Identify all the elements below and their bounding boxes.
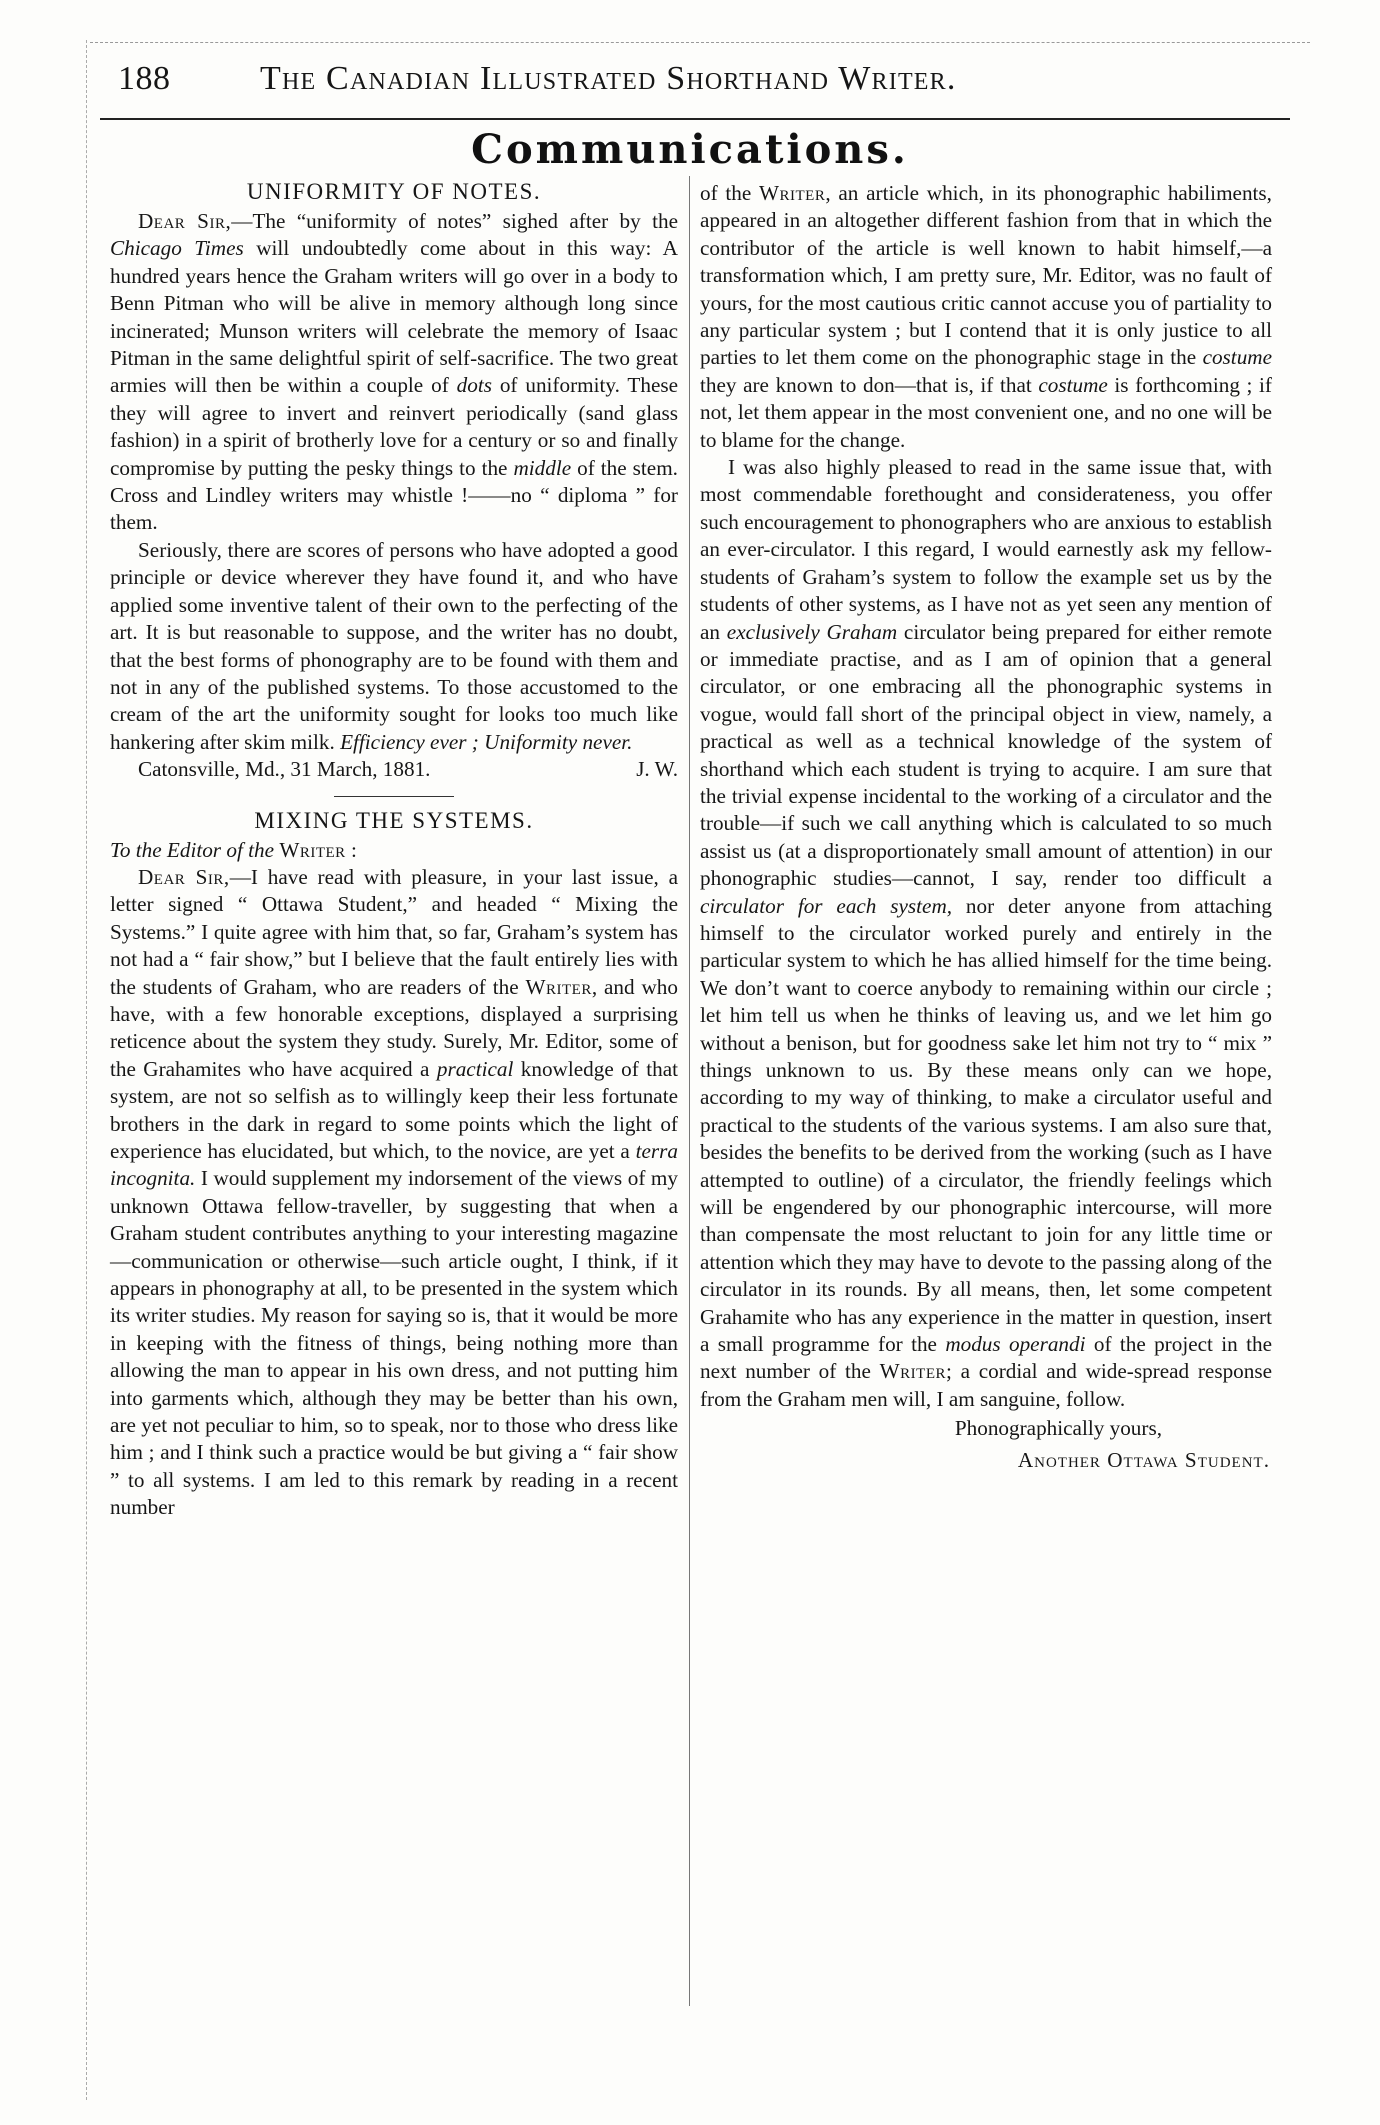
text-run: of uniformity. These they will agree to invert and reinvert periodically (sand glass fashion) in a spirit of brotherly love for a century or so and finally compromise by putting the pesky things to the <box>110 373 678 480</box>
signature: Another Ottawa Student. <box>1017 1447 1270 1472</box>
page-number: 188 <box>118 60 171 97</box>
text-run: —The “uniformity of notes” sighed after by the <box>231 209 678 233</box>
text-run: Seriously, there are scores of persons who have adopted a good principle or device wherever they have found it, and who have applied some inventive talent of their own to the perfecting of the art. It is but reasonable to suppose, and the writer has no doubt, that the best forms of phonography are to be found with them and not in any of the published systems. To those accustomed to the cream of the art the uniformity sought for looks too much like hankering after skim milk. <box>110 537 678 754</box>
italic-run: practical <box>436 1056 514 1081</box>
italic-run: Efficiency ever ; Uniformity never. <box>340 729 633 754</box>
text-run: circulator being prepared for either remote or immediate practise, and as I am of opinion that a general circulator, or one embracing all the phonographic systems in vogue, would fall short of the principal object in view, namely, a practical as well as a technical knowledge of the system of shorthand which each student is trying to acquire. I am sure that the trivial expense incidental to the working of a circulator and the trouble—if such we call anything which is calculated to so much assist us (at a disproportionately small amount of attention) in our phonographic studies—cannot, I say, render too difficult a <box>700 619 1272 891</box>
text-run: : <box>345 837 357 862</box>
italic-run: terra incognita. <box>110 1139 678 1191</box>
header-rule <box>100 118 1290 120</box>
dateline: Catonsville, Md., 31 March, 1881. <box>138 757 431 782</box>
italic-run: exclusively Graham <box>726 619 898 644</box>
section-title: Communications. <box>471 126 909 173</box>
article-paragraph <box>700 180 1272 454</box>
italic-run: costume <box>1202 345 1272 370</box>
text-run: I would supplement my indorsement of the views of my unknown Ottawa fellow-traveller, by suggesting that when a Graham student contributes anything to your interesting magazine—communication or otherwise—such article ought, I think, if it appears in phonography at all, to be presented in the system which its writer studies. My reason for saying so is, that it would be more in keeping with the fitness of things, being nothing more than allowing the man to appear in his own dress, and not putting him into garments which, although they may be better than his own, are yet not peculiar to him, so to speak, nor to those who dress like him ; and I think such a practice would be but giving a “ fair show ” to all systems. I am led to this remark by reading in a recent number <box>110 1166 678 1520</box>
small-caps-run: Writer <box>279 837 346 862</box>
running-title: The Canadian Illustrated Shorthand Writer. <box>260 60 957 97</box>
left-column <box>110 178 678 1522</box>
column-divider <box>689 176 690 2006</box>
text-run: of the project in the next number of the <box>700 1332 1272 1384</box>
small-caps-run: Writer <box>879 1359 946 1384</box>
italic-run: circulator for each system, <box>700 893 953 918</box>
text-run: knowledge of that system, are not so selfish as to willingly keep their less fortunate brothers in the dark in regard to some points which the light of experience has elucidated, but which, to the novice, are yet a <box>110 1056 678 1163</box>
italic-run: modus operandi <box>945 1332 1086 1357</box>
text-run: of the stem. Cross and Lindley writers may whistle !——no “ diploma ” for them. <box>110 455 678 535</box>
small-caps-run: Writer <box>525 974 592 999</box>
italic-run: Chicago Times <box>110 236 244 261</box>
text-run: will undoubtedly come about in this way: A hundred years hence the Graham writers will go over in a body to Benn Pitman who will be alive in memory although long since incinerated; Munson writers will celebrate the memory of Isaac Pitman in the same delightful spirit of self-sacrifice. The two great armies will then be within a couple of <box>110 236 678 398</box>
text-run: , and who have, with a few honorable exceptions, displayed a surprising reticence about the system they study. Surely, Mr. Editor, some of the Grahamites who have acquired a <box>110 974 678 1081</box>
small-caps-run: Writer <box>759 181 826 205</box>
text-run: I was also highly pleased to read in the same issue that, with most commendable forethought and considerateness, you offer such encouragement to phonographers who are anxious to establish an ever-circulator. I this regard, I would earnestly ask my fellow-students of Graham’s system to follow the example set us by the students of other systems, as I have not as yet seen any mention of an <box>700 455 1272 644</box>
scan-edge-left <box>86 40 87 2100</box>
closing-line: Phonographically yours, <box>954 1416 1162 1441</box>
italic-run: dots <box>456 373 492 398</box>
article-separator <box>334 796 454 797</box>
author-initials: J. W. <box>636 757 678 782</box>
text-run: of the <box>700 181 760 205</box>
italic-run: middle <box>513 455 572 480</box>
text-run: they are known to don—that is, if that <box>700 372 1039 397</box>
right-column <box>700 180 1272 1474</box>
article-paragraph <box>110 208 678 537</box>
text-run: nor deter anyone from attaching himself to the circulator worked purely and entirely in the particular system to which he has allied himself for the time being. We don’t want to coerce anybody to remaining within our circle ; let him tell us when he thinks of leaving us, and we let him go without a benison, but for goodness sake let him not try to “ mix ” things unknown to us. By these means only can we hope, according to my way of thinking, to make a circulator useful and practical to the students of the various systems. I am also sure that, besides the benefits to be derived from the working (such as I have attempted to outline) of a circulator, the friendly feelings which will be engendered by our phonographic intercourse, will more than compensate the most reluctant to join for any little time or attention which they may have to devote to the passing along of the circulator in its rounds. By all means, then, let some competent Grahamite who has any experience in the matter in question, insert a small programme for the <box>700 893 1272 1357</box>
italic-run: To the Editor of the <box>110 837 280 862</box>
text-run: —I have read with pleasure, in your last issue, a letter signed “ Ottawa Student,” and headed “ Mixing the Systems.” I quite agree with him that, so far, Graham’s system has not had a “ fair show,” but I believe that the fault entirely lies with the students of Graham, who are readers of the <box>110 864 678 999</box>
article-paragraph <box>700 454 1272 1413</box>
scan-edge-top <box>90 42 1310 43</box>
article-heading-uniformity: UNIFORMITY OF NOTES. <box>246 179 542 204</box>
article-paragraph <box>110 864 678 1522</box>
page-header <box>110 56 1290 108</box>
text-run: is forthcoming ; if not, let them appear in the most convenient one, and no one will be to blame for the change. <box>700 372 1272 452</box>
article-heading-mixing: MIXING THE SYSTEMS. <box>254 807 534 833</box>
italic-run: costume <box>1038 372 1108 397</box>
text-run: ; a cordial and wide-spread response from the Graham men will, I am sanguine, follow. <box>700 1359 1273 1411</box>
salutation: Dear Sir, <box>138 864 230 889</box>
salutation: Dear Sir, <box>138 209 232 233</box>
text-run: , an article which, in its phonographic habiliments, appeared in an altogether different fashion from that in which the contributor of the article is well known to habit himself,—a transformation which, I am pretty sure, Mr. Editor, was no fault of yours, for the most cautious critic cannot accuse you of partiality to any particular system ; but I contend that it is only justice to all parties to let them come on the phonographic stage in the <box>700 181 1272 370</box>
editor-address <box>110 837 678 864</box>
